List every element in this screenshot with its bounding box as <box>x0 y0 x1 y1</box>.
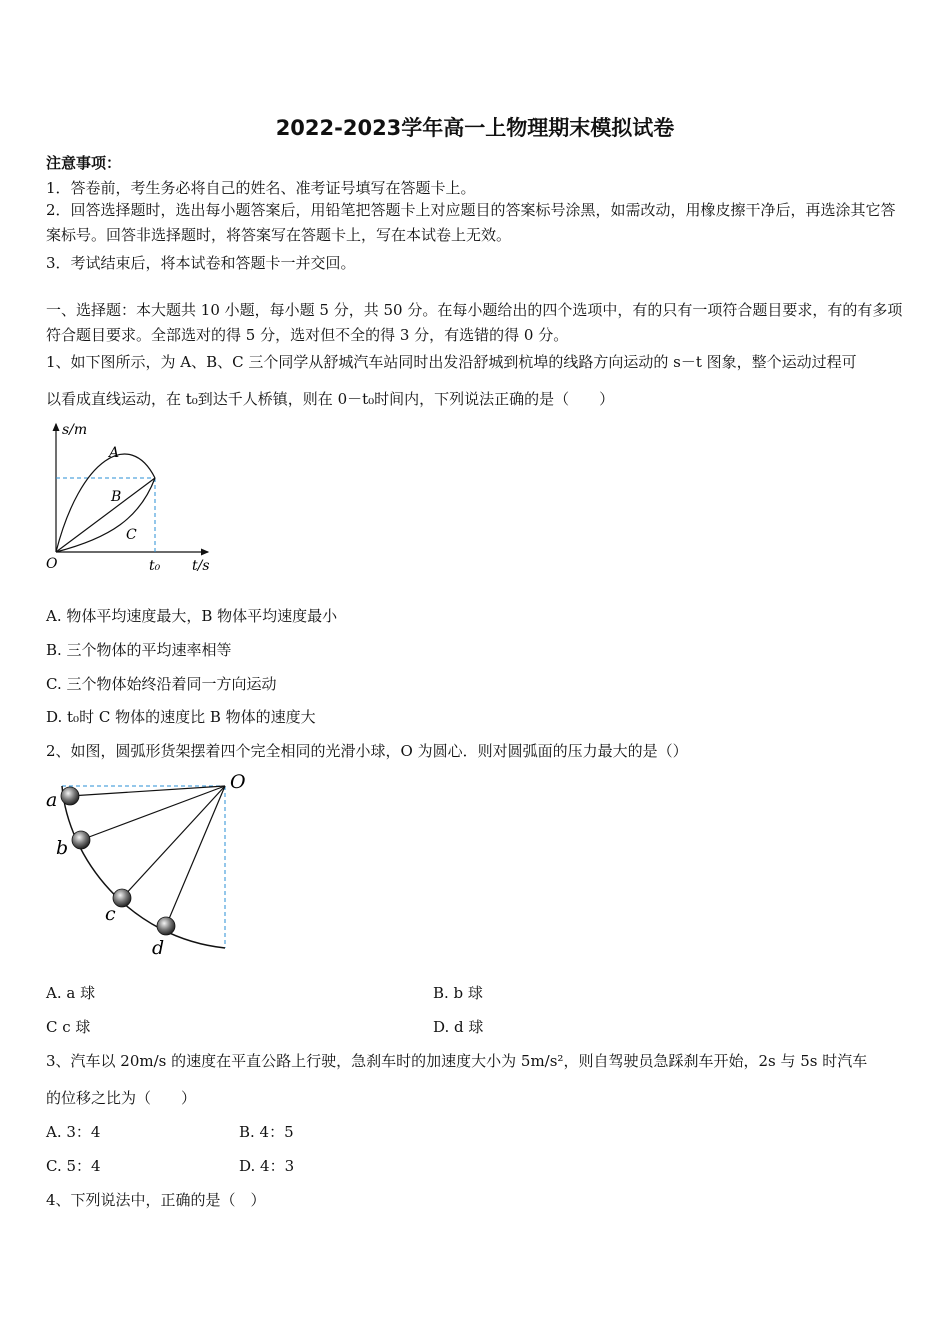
q3-option-c: C. 5：4 <box>46 1157 101 1175</box>
x-axis-label: t/s <box>192 558 210 574</box>
q2-option-c: C c 球 <box>46 1018 91 1036</box>
ball-a <box>61 787 79 805</box>
q1-st-graph <box>40 418 220 578</box>
label-c: c <box>105 903 116 925</box>
notice-item-2: 2．回答选择题时，选出每小题答案后，用铅笔把答题卡上对应题目的答案标号涂黑，如需改动，用橡皮擦干净后，再选涂其它答案标号。回答非选择题时，将答案写在答题卡上，写在本试卷上无效。 <box>46 201 896 244</box>
label-a: a <box>46 789 58 811</box>
label-d: d <box>152 937 165 959</box>
q1-option-a: A. 物体平均速度最大，B 物体平均速度最小 <box>46 607 338 625</box>
origin-label: O <box>46 556 58 572</box>
q2-option-d: D. d 球 <box>433 1018 484 1036</box>
q3-option-b: B. 4：5 <box>239 1123 294 1141</box>
notice-item-1: 1．答卷前，考生务必将自己的姓名、准考证号填写在答题卡上。 <box>46 179 476 197</box>
q3-option-a: A. 3：4 <box>46 1123 101 1141</box>
notice-heading: 注意事项： <box>46 154 122 172</box>
section-heading: 一、选择题：本大题共 10 小题，每小题 5 分，共 50 分。在每小题给出的四个选项中，有的只有一项符合题目要求，有的有多项符合题目要求。全部选对的得 5 分，选对但不全的得 3 分，有选错的得 0 分。 <box>46 301 903 344</box>
curve-a <box>56 454 155 552</box>
curve-c-label: C <box>126 527 137 543</box>
q1-option-b: B. 三个物体的平均速率相等 <box>46 641 232 659</box>
q1-stem-line2: 以看成直线运动，在 t₀到达千人桥镇，则在 0－t₀时间内，下列说法正确的是（ ） <box>46 390 615 408</box>
notice-item-3: 3．考试结束后，将本试卷和答题卡一并交回。 <box>46 254 356 272</box>
q1-option-d: D. t₀时 C 物体的速度比 B 物体的速度大 <box>46 708 316 726</box>
center-label: O <box>230 771 246 793</box>
t0-label: t₀ <box>149 558 161 574</box>
q1-option-c: C. 三个物体始终沿着同一方向运动 <box>46 675 277 693</box>
arc-surface <box>62 786 225 948</box>
q2-option-b: B. b 球 <box>433 984 483 1002</box>
ball-d <box>157 917 175 935</box>
rope-d <box>166 786 225 926</box>
q3-stem-line1: 3、汽车以 20m/s 的速度在平直公路上行驶，急刹车时的加速度大小为 5m/s²，则自驾驶员急踩刹车开始，2s 与 5s 时汽车 <box>46 1052 868 1070</box>
ball-b <box>72 831 90 849</box>
q1-stem-line1: 1、如下图所示，为 A、B、C 三个同学从舒城汽车站同时出发沿舒城到杭埠的线路方向运动的 s－t 图象，整个运动过程可 <box>46 353 857 371</box>
q2-arc-figure <box>40 768 260 964</box>
q4-stem: 4、下列说法中，正确的是（ ） <box>46 1191 266 1209</box>
q2-stem: 2、如图，圆弧形货架摆着四个完全相同的光滑小球，O 为圆心．则对圆弧面的压力最大的是（） <box>46 742 688 760</box>
y-axis-label: s/m <box>62 422 88 438</box>
page-title: 2022-2023学年高一上物理期末模拟试卷 <box>275 116 675 140</box>
q2-option-a: A. a 球 <box>46 984 96 1002</box>
q3-stem-line2: 的位移之比为（ ） <box>46 1089 197 1107</box>
curve-b-label: B <box>111 489 122 505</box>
label-b: b <box>56 837 69 859</box>
ball-c <box>113 889 131 907</box>
q3-option-d: D. 4：3 <box>239 1157 295 1175</box>
curve-a-label: A <box>109 445 120 461</box>
rope-c <box>122 786 225 898</box>
line-b <box>56 478 155 552</box>
